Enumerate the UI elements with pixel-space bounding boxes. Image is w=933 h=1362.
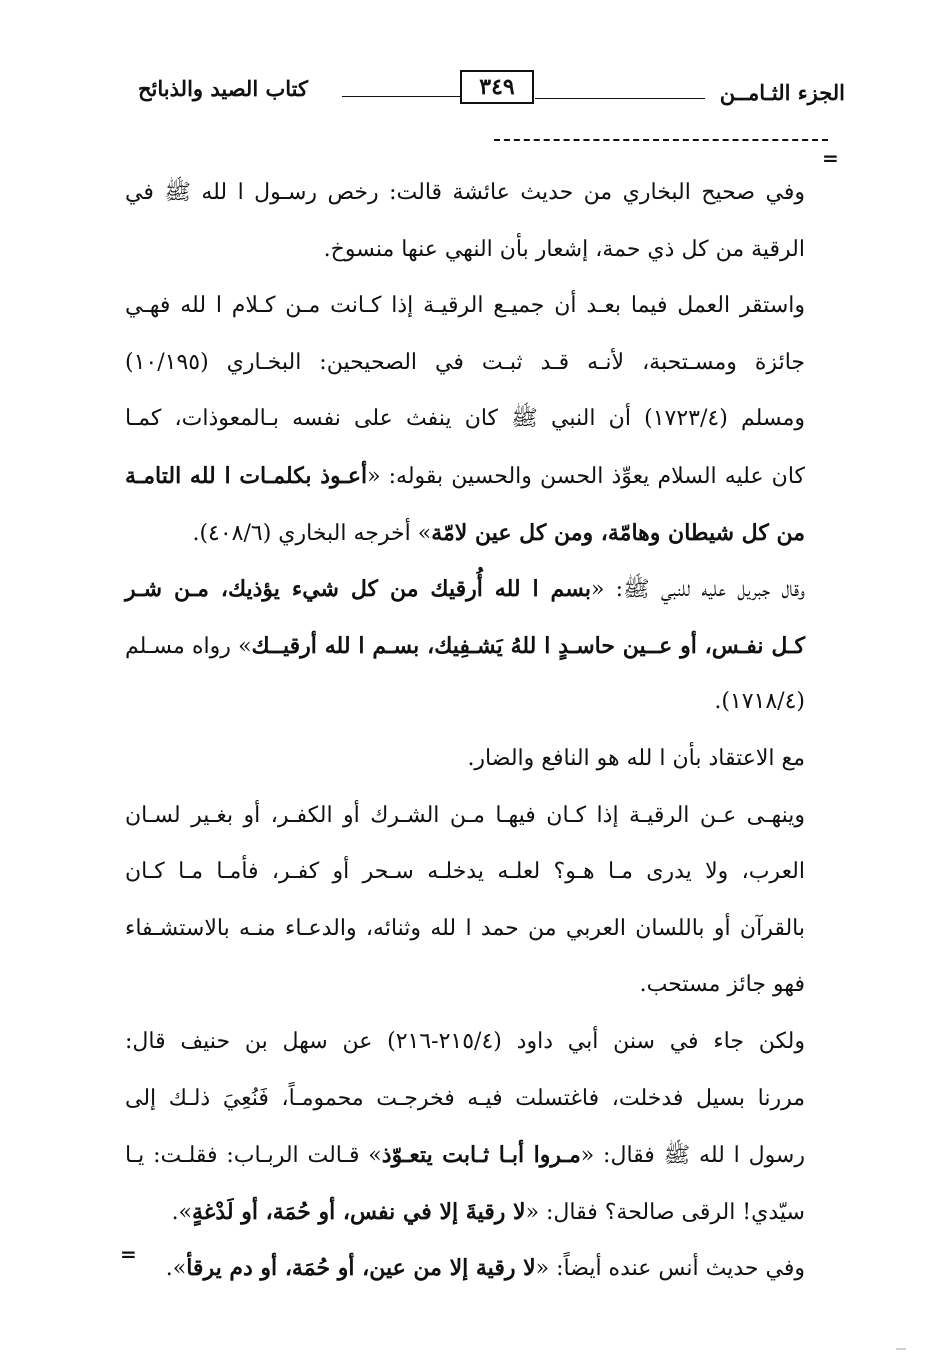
hadith-text: بسم ا لله أُرقيك من كل شيء يؤذيك، مـن شـر	[125, 576, 591, 602]
line-text: جائزة ومسـتحبة، لأنـه قـد ثبـت في الصحيحين: البخـاري (١٠/١٩٥)	[125, 350, 805, 375]
continuation-mark-top: =	[822, 146, 839, 170]
continuation-mark-bottom: =	[120, 1242, 137, 1266]
text-line	[125, 518, 805, 549]
line-text: وفي حديث أنس عنده أيضاً: «	[535, 1256, 805, 1281]
line-text: وفي صحيح البخاري من حديث عائشة قالت: رخص رسـول ا لله ﷺ في	[125, 180, 805, 205]
text-line	[125, 178, 805, 208]
line-text: فهو جائز مستحب.	[639, 972, 805, 997]
line-text: مع الاعتقاد بأن ا لله هو النافع والضار.	[467, 746, 805, 771]
line-text: مررنا بسيل فدخلت، فاغتسلت فيـه فخرجـت محمومـاً، فَنُعِيَ ذلـك إلى	[125, 1086, 805, 1111]
text-line	[125, 914, 805, 944]
line-text: ولكن جاء في سنن أبي داود (٢١٥/٤-٢١٦) عن سهل بن حنيف قال:	[125, 1029, 805, 1054]
header-rule-right	[535, 98, 705, 99]
text-line	[125, 1140, 805, 1171]
line-text: ».	[171, 1200, 193, 1225]
text-line	[125, 348, 805, 378]
hadith-text: مـروا أبـا ثـابت يتعـوّذ	[381, 1142, 581, 1168]
text-line	[125, 801, 805, 831]
text-line	[125, 1084, 805, 1114]
line-text: كان عليه السلام يعوِّذ الحسن والحسين بقوله: «	[367, 464, 805, 489]
line-text: » أخرجه البخاري (٤٠٨/٦).	[192, 521, 432, 546]
text-line	[125, 1027, 805, 1057]
line-text: » قـالت الربـاب: فقلـت: يـا	[125, 1143, 382, 1168]
header-dashed-separator	[494, 139, 828, 141]
line-text: واستقر العمل فيما بعـد أن جميـع الرقيـة إذا كـانت مـن كـلام ا لله فهـي	[125, 293, 805, 318]
scan-artifact	[896, 1348, 906, 1350]
text-line	[125, 291, 805, 321]
header-rule-left	[342, 96, 460, 97]
page-header	[110, 66, 845, 126]
text-line	[125, 235, 805, 265]
page-number: ٣٤٩	[460, 70, 534, 104]
text-line	[125, 574, 805, 605]
line-text: رسول ا لله ﷺ فقال: «	[580, 1143, 805, 1168]
line-text: ».	[165, 1256, 187, 1281]
text-line	[125, 1253, 805, 1284]
text-line	[125, 687, 805, 717]
text-line	[125, 404, 805, 434]
line-text: وقال جبريل عليه للنبي ﷺ: «	[590, 577, 805, 602]
line-text: بالقرآن أو باللسان العربي من حمد ا لله وثنائه، والدعـاء منـه بالاستشـفاء	[125, 916, 805, 941]
text-line	[125, 631, 805, 662]
hadith-text: لا رقية إلا من عين، أو حُمَة، أو دم يرقأ	[186, 1255, 536, 1281]
text-line	[125, 744, 805, 774]
hadith-text: كـل نفـس، أو عــين حاسـدٍ ا للهُ يَشـفِيك، بسـم ا لله أرقيــك	[251, 633, 805, 659]
text-line	[125, 461, 805, 492]
line-text: سيّدي! الرقى صالحة؟ فقال: «	[525, 1200, 805, 1225]
running-head-volume: الجزء الثـامــن	[719, 80, 845, 105]
hadith-text: أعـوذ بكلمـات ا لله التامـة	[125, 463, 368, 489]
text-line	[125, 857, 805, 887]
text-line	[125, 1197, 805, 1228]
running-head-book-title: كتاب الصيد والذبائح	[138, 76, 308, 101]
line-text: (١٧١٨/٤).	[714, 689, 805, 714]
line-text: » رواه مسـلم	[125, 634, 252, 659]
line-text: ومسلم (١٧٢٣/٤) أن النبي ﷺ كان ينفث على نفسه بـالمعوذات، كمـا	[125, 406, 805, 431]
line-text: وينهـى عـن الرقيـة إذا كـان فيهـا مـن الشـرك أو الكفـر، أو بغـير لسـان	[125, 803, 805, 828]
hadith-text: لا رقيةَ إلا في نفس، أو حُمَة، أو لَدْغةٍ	[192, 1199, 526, 1225]
text-line	[125, 970, 805, 1000]
hadith-text: من كل شيطان وهامّة، ومن كل عين لامّة	[431, 520, 805, 546]
line-text: العرب، ولا يدرى مـا هـو؟ لعلـه يدخلـه سـحر أو كفـر، فأمـا مـا كـان	[125, 859, 805, 884]
line-text: الرقية من كل ذي حمة، إشعار بأن النهي عنها منسوخ.	[323, 237, 805, 262]
